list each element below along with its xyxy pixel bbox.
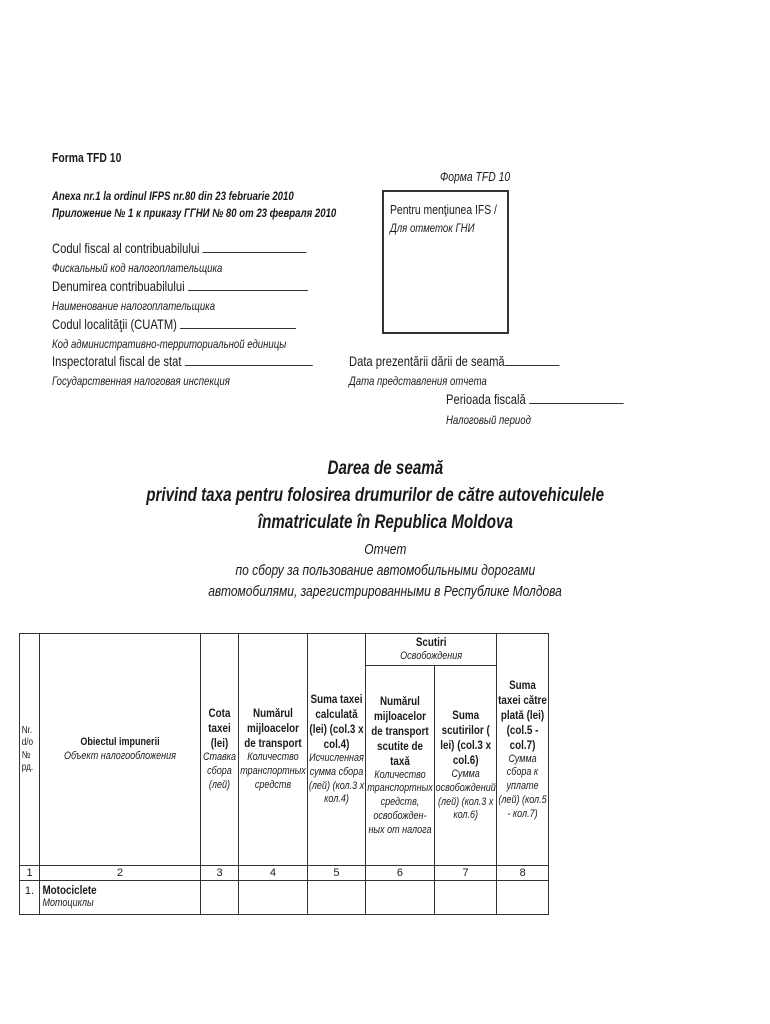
col-number: 5: [307, 866, 365, 881]
table-row: [20, 881, 549, 915]
tax-inspectorate-label-ru: Государственная налоговая инспекция: [52, 374, 230, 388]
col-header-payable-sum: Suma taxei către plată (lei) (col.5 - col.7) Сумма сбора к уплате (лей) (кол.5 - кол.7): [497, 634, 549, 866]
stamp-label-ro: Pentru menţiunea IFS /: [390, 202, 497, 217]
form-title-ro: Forma TFD 10: [52, 150, 122, 165]
heading-ru-line2: по сбору за пользование автомобильными дорогами: [235, 562, 535, 579]
col-number: 7: [434, 866, 496, 881]
col-header-calculated-sum: Suma taxei calculată (lei) (col.3 x col.4) Исчисленная сумма сбора (лей) (кол.3 х кол.4): [307, 634, 365, 866]
heading-ro-line3: înmatriculate în Republica Moldova: [257, 512, 513, 533]
heading-ru-line1: Отчет: [363, 541, 407, 558]
row-exempt-count-cell[interactable]: [365, 881, 434, 915]
row-exempt-sum-cell[interactable]: [434, 881, 496, 915]
date-presented-field[interactable]: Data prezentării dării de seamă: [349, 353, 612, 369]
col-header-exemptions: Scutiri Освобождения: [365, 634, 496, 666]
col-header-vehicle-count: Numărul mijloacelor de transport Количество транспортных средств: [239, 634, 308, 866]
col-number: 1: [20, 866, 40, 881]
locality-code-field[interactable]: Codul localităţii (CUATM): [52, 316, 357, 332]
date-presented-label-ru: Дата представления отчета: [349, 374, 487, 388]
heading-ro-line2: privind taxa pentru folosirea drumurilor de către autovehiculele: [146, 485, 604, 506]
row-calculated-sum-cell[interactable]: [307, 881, 365, 915]
col-number: 8: [497, 866, 549, 881]
col-number: 6: [365, 866, 434, 881]
col-header-exempt-sum: Suma scutirilor ( lei) (col.3 x col.6) Сумма освобождений (лей) (кол.3 х кол.6): [434, 666, 496, 866]
tax-inspectorate-field[interactable]: Inspectoratul fiscal de stat: [52, 353, 378, 369]
fiscal-period-label-ru: Налоговый период: [446, 413, 531, 427]
col-number: 4: [239, 866, 308, 881]
stamp-label-ru: Для отметок ГНИ: [390, 221, 475, 235]
annex-ro: Anexa nr.1 la ordinul IFPS nr.80 din 23 februarie 2010: [52, 189, 294, 203]
row-payable-sum-cell[interactable]: [497, 881, 549, 915]
row-vehicle-count-cell[interactable]: [239, 881, 308, 915]
col-header-object: Obiectul impunerii Объект налогообложения: [40, 634, 201, 866]
fiscal-code-label-ru: Фискальный код налогоплательщика: [52, 261, 223, 275]
fiscal-code-field[interactable]: Codul fiscal al contribuabilului: [52, 240, 370, 256]
row-object: Motociclete Мотоциклы: [40, 881, 201, 915]
col-header-rate: Cota taxei (lei) Ставка сбора (лей): [201, 634, 239, 866]
col-number: 3: [201, 866, 239, 881]
col-number: 2: [40, 866, 201, 881]
form-title-ru: Форма TFD 10: [440, 169, 511, 184]
ifs-stamp-box: [382, 190, 509, 334]
heading-ro-line1: Darea de seamă: [327, 458, 443, 479]
column-number-row: [20, 866, 549, 881]
heading-ru-line3: автомобилями, зарегистрированными в Республике Молдова: [208, 583, 562, 600]
fiscal-period-field[interactable]: Perioada fiscală: [446, 391, 668, 407]
row-rate-cell[interactable]: [201, 881, 239, 915]
report-table: [19, 633, 549, 915]
col-header-nr: Nr. d/o № рд.: [20, 634, 40, 866]
taxpayer-name-field[interactable]: Denumirea contribuabilului: [52, 278, 372, 294]
col-header-exempt-count: Numărul mijloacelor de transport scutite de taxă Количество транспортных средств, освобожден-ных от налога: [365, 666, 434, 866]
taxpayer-name-label-ru: Наименование налогоплательщика: [52, 299, 216, 313]
annex-ru: Приложение № 1 к приказу ГГНИ № 80 от 23 февраля 2010: [52, 206, 337, 220]
locality-code-label-ru: Код административно-территориальной единицы: [52, 337, 287, 351]
row-nr: 1.: [20, 881, 40, 915]
